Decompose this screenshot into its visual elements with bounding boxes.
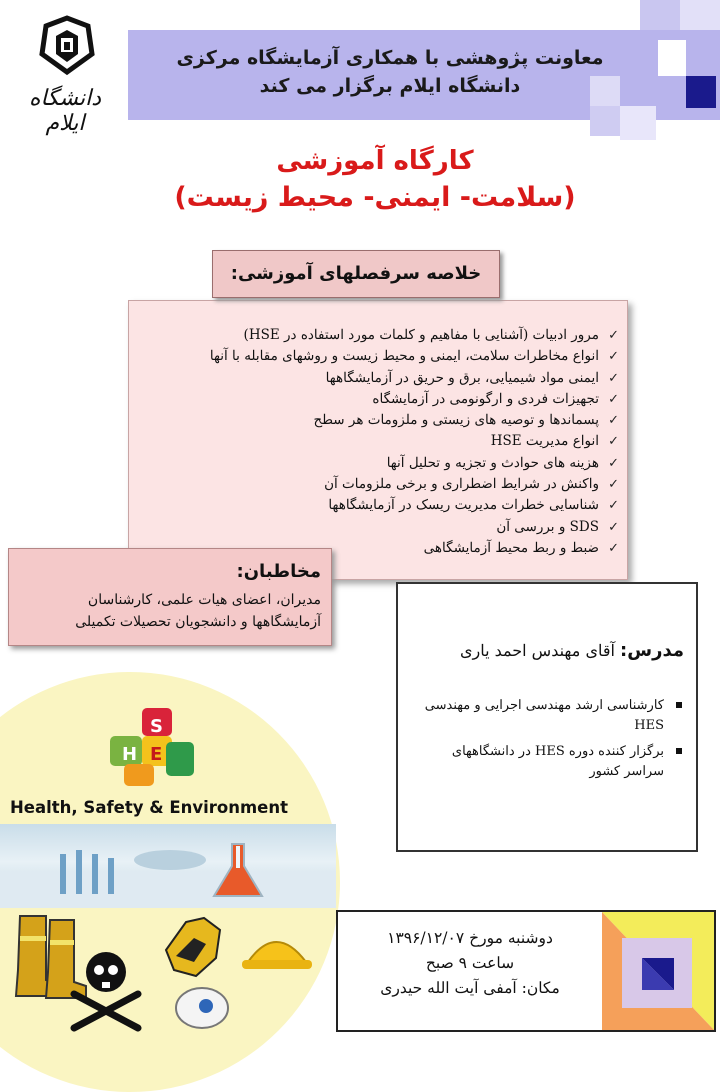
instructor-bullet: برگزار کننده دوره HES در دانشگاههای سراسر کشور bbox=[416, 742, 686, 782]
checkmark-icon: ✓ bbox=[608, 434, 619, 450]
topic-item: ✓ ضبط و ربط محیط آزمایشگاهی bbox=[141, 538, 621, 559]
hse-letter-h: H bbox=[122, 744, 138, 765]
summary-heading: خلاصه سرفصلهای آموزشی: bbox=[212, 250, 500, 298]
audience-heading: مخاطبان: bbox=[236, 561, 321, 582]
topic-item: ✓ شناسایی خطرات مدیریت ریسک در آزمایشگاهها bbox=[141, 495, 621, 516]
header-line-1: معاونت پژوهشی با همکاری آزمایشگاه مرکزی bbox=[176, 47, 604, 69]
instructor-line bbox=[414, 640, 684, 661]
decor-square bbox=[686, 76, 716, 108]
instructor-label: مدرس: bbox=[620, 640, 684, 661]
hse-letter-e: E bbox=[150, 744, 163, 765]
instructor-bullet: کارشناسی ارشد مهندسی اجرایی و مهندسی HES bbox=[416, 696, 686, 736]
instructor-name: آقای مهندس احمد یاری bbox=[459, 641, 615, 660]
lab-photo bbox=[0, 824, 336, 908]
bullet-icon bbox=[676, 748, 682, 754]
topic-item: ✓ انواع مدیریت HSE bbox=[141, 431, 621, 452]
safety-gloves-icon bbox=[166, 918, 220, 976]
topic-item: ✓ انواع مخاطرات سلامت، ایمنی و محیط زیست و روشهای مقابله با آنها bbox=[141, 346, 621, 367]
hse-puzzle-icon bbox=[104, 706, 200, 790]
workshop-title: کارگاه آموزشی bbox=[276, 146, 474, 176]
header-line-2: دانشگاه ایلام برگزار می کند bbox=[259, 75, 521, 97]
logo-emblem-icon bbox=[8, 14, 126, 94]
checkmark-icon: ✓ bbox=[608, 455, 619, 471]
decor-square bbox=[620, 106, 656, 140]
safety-boots-icon bbox=[16, 916, 86, 998]
instructor-box bbox=[396, 582, 698, 852]
event-box bbox=[336, 910, 716, 1032]
event-time: ساعت ۹ صبح bbox=[425, 954, 515, 972]
hse-caption: Health, Safety & Environment bbox=[10, 798, 289, 817]
topic-item: ✓ ایمنی مواد شیمیایی، برق و حریق در آزمایشگاهها bbox=[141, 368, 621, 389]
topic-item: ✓ پسماندها و توصیه های زیستی و ملزومات هر سطح bbox=[141, 410, 621, 431]
lab-flask-icon bbox=[0, 824, 336, 908]
audience-box bbox=[8, 548, 332, 646]
event-details bbox=[344, 926, 596, 1001]
event-place: مکان: آمفی آیت الله حیدری bbox=[380, 979, 560, 997]
decor-square bbox=[658, 40, 686, 76]
checkmark-icon: ✓ bbox=[608, 391, 619, 407]
hard-hat-icon bbox=[242, 942, 312, 969]
audience-text: مدیران، اعضای هیات علمی، کارشناسان آزمایشگاهها و دانشجویان تحصیلات تکمیلی bbox=[75, 592, 321, 630]
topic-item: ✓ واکنش در شرایط اضطراری و برخی ملزومات آن bbox=[141, 474, 621, 495]
checkmark-icon: ✓ bbox=[608, 498, 619, 514]
topic-item: ✓ تجهیزات فردی و ارگونومی در آزمایشگاه bbox=[141, 389, 621, 410]
checkmark-icon: ✓ bbox=[608, 519, 619, 535]
checkmark-icon: ✓ bbox=[608, 413, 619, 429]
checkmark-icon: ✓ bbox=[608, 540, 619, 556]
bullet-icon bbox=[676, 702, 682, 708]
logo-caption: دانشگاه ایلام bbox=[28, 86, 102, 136]
workshop-subtitle: (سلامت- ایمنی- محیط زیست) bbox=[174, 182, 576, 213]
topics-list bbox=[141, 325, 621, 559]
instructor-bullets bbox=[416, 696, 686, 788]
decor-square bbox=[640, 0, 680, 30]
event-date: دوشنبه مورخ ۱۳۹۶/۱۲/۰۷ bbox=[387, 929, 553, 947]
respirator-mask-icon bbox=[176, 988, 228, 1028]
safety-gear-icons bbox=[6, 910, 336, 1038]
topics-box bbox=[128, 300, 628, 580]
checkmark-icon: ✓ bbox=[608, 370, 619, 386]
topic-item: ✓ هزینه های حوادث و تجزیه و تحلیل آنها bbox=[141, 453, 621, 474]
corner-geometric-icon bbox=[602, 912, 714, 1030]
checkmark-icon: ✓ bbox=[608, 328, 619, 343]
checkmark-icon: ✓ bbox=[608, 477, 619, 493]
header-text bbox=[150, 44, 630, 100]
checkmark-icon: ✓ bbox=[608, 349, 619, 365]
hse-letter-s: S bbox=[150, 716, 163, 737]
decor-square bbox=[680, 0, 720, 30]
topic-item: ✓ SDS و بررسی آن bbox=[141, 517, 621, 538]
topic-item: ✓ مرور ادبیات (آشنایی با مفاهیم و کلمات مورد استفاده در HSE) bbox=[141, 325, 621, 346]
decor-square bbox=[590, 106, 620, 136]
